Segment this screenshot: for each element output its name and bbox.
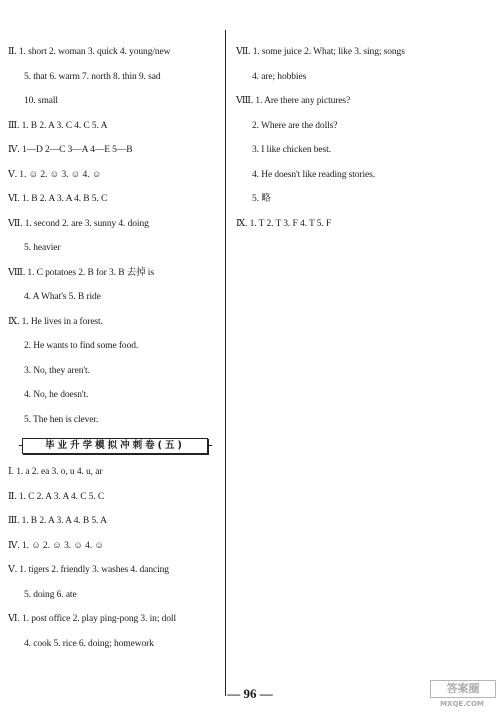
answer-line: Ⅸ. 1. He lives in a forest. (8, 316, 103, 327)
answer-line: 5. that 6. warm 7. north 8. thin 9. sad (24, 71, 161, 82)
left-answer-lines (8, 40, 220, 432)
answer-line: 4. are; hobbies (252, 71, 307, 82)
answer-line: 5. 略 (252, 194, 271, 204)
answer-line: 4. He doesn't like reading stories. (252, 169, 376, 180)
answer-line: Ⅶ. 1. some juice 2. What; like 3. sing; songs (236, 47, 405, 57)
answer-line: 3. I like chicken best. (252, 145, 331, 155)
answer-line: 2. He wants to find some food. (24, 341, 139, 351)
answer-line: Ⅲ. 1. B 2. A 3. A 4. B 5. A (8, 516, 107, 526)
answer-line: Ⅱ. 1. C 2. A 3. A 4. C 5. C (8, 491, 105, 502)
answer-line: 5. doing 6. ate (24, 589, 77, 600)
answer-line: 4. No, he doesn't. (24, 390, 89, 400)
column-divider (225, 30, 226, 696)
answer-line: Ⅷ. 1. Are there any pictures? (236, 96, 351, 106)
watermark-text: 答案圈 (430, 680, 496, 698)
right-column (236, 40, 492, 236)
page-number: — 96 — (227, 686, 273, 701)
answer-line: 3. No, they aren't. (24, 365, 90, 376)
answer-line: Ⅶ. 1. second 2. are 3. sunny 4. doing (8, 218, 149, 229)
left-column (8, 40, 220, 656)
left-answer-lines-2 (8, 460, 220, 656)
answer-line: 2. Where are the dolls? (252, 120, 338, 131)
answer-line: 4. cook 5. rice 6. doing; homework (24, 638, 154, 649)
right-answer-lines (236, 40, 492, 236)
answer-line: Ⅰ. 1. a 2. ea 3. o, u 4. u, ar (8, 467, 103, 477)
answer-line: Ⅳ. 1—D 2—C 3—A 4—E 5—B (8, 145, 133, 155)
answer-line: Ⅳ. 1. ☺ 2. ☺ 3. ☺ 4. ☺ (8, 540, 104, 551)
watermark-logo (430, 680, 494, 710)
section-title: 毕业升学模拟冲刺卷(五) (22, 438, 208, 454)
answer-line: Ⅸ. 1. T 2. T 3. F 4. T 5. F (236, 218, 332, 229)
answer-line: Ⅵ. 1. B 2. A 3. A 4. B 5. C (8, 194, 108, 204)
answer-line: Ⅴ. 1. tigers 2. friendly 3. washes 4. dancing (8, 565, 169, 575)
answer-line: Ⅴ. 1. ☺ 2. ☺ 3. ☺ 4. ☺ (8, 169, 102, 180)
answer-line: Ⅲ. 1. B 2. A 3. C 4. C 5. A (8, 120, 108, 131)
answer-line: 5. heavier (24, 243, 61, 253)
answer-line: Ⅱ. 1. short 2. woman 3. quick 4. young/new (8, 47, 171, 57)
answer-line: Ⅷ. 1. C potatoes 2. B for 3. B 去掉 is (8, 267, 154, 278)
watermark-url: MXQE.COM (440, 700, 484, 708)
answer-line: 5. The hen is clever. (24, 414, 99, 425)
answer-line: 4. A What's 5. B ride (24, 292, 101, 302)
answer-line: Ⅵ. 1. post office 2. play ping-pong 3. in; doll (8, 614, 177, 624)
answer-line: 10. small (24, 96, 58, 106)
